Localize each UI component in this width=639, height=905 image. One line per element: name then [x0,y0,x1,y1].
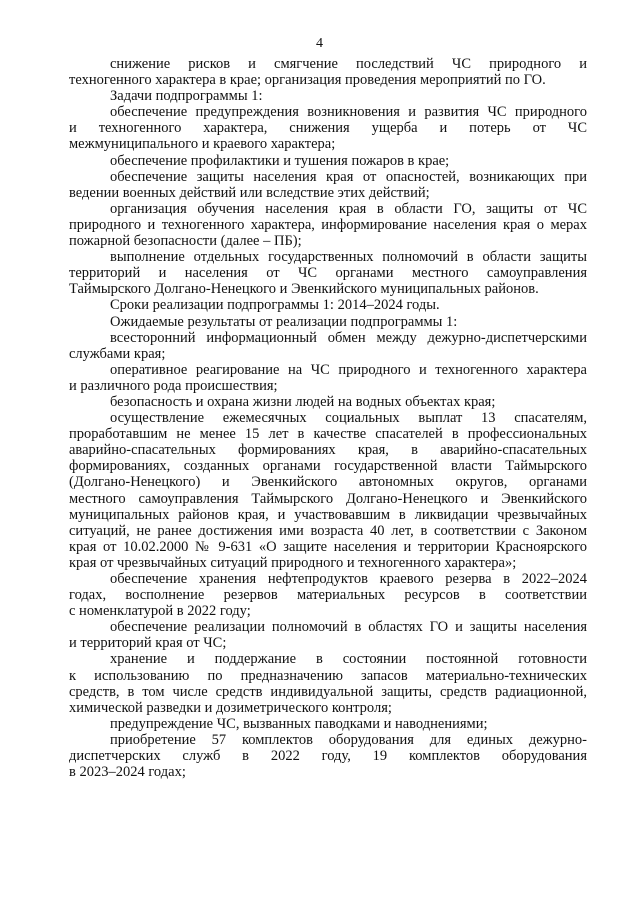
text-line: диспетчерских служб в 2022 году, 19 комплектов оборудования [69,748,587,765]
text-line: хранение и поддержание в состоянии постоянной готовности [110,651,587,668]
text-line: и техногенного характера, снижения ущерба и потерь от ЧС [69,120,587,137]
text-line: Ожидаемые результаты от реализации подпрограммы 1: [110,313,458,330]
paragraph [69,249,587,297]
paragraph [69,314,587,330]
text-line: к использованию по предназначению запасов материально-технических [69,667,587,684]
text-line: техногенного характера в крае; организация проведения мероприятий по ГО. [69,72,546,89]
paragraph [69,571,587,619]
text-line: годах, восполнение резервов материальных ресурсов в соответствии [69,587,587,604]
text-line: пожарной безопасности (далее – ПБ); [69,233,302,250]
text-line: муниципальных районов края, и участвовавшим в ликвидации чрезвычайных [69,506,587,523]
paragraph [69,169,587,201]
text-line: Сроки реализации подпрограммы 1: 2014–2024 годы. [110,297,440,314]
text-line: Таймырского Долгано-Ненецкого и Эвенкийского муниципальных районов. [69,281,539,298]
text-line: средств, в том числе средств индивидуальной защиты, средств радиационной, [69,683,587,700]
text-line: службами края; [69,345,166,362]
text-line: аварийно-спасательных формированиях края, в аварийно-спасательных [69,442,587,459]
text-line: Задачи подпрограммы 1: [110,88,263,105]
text-line: природного и техногенного характера, информирование населения края о мерах [69,216,587,233]
paragraph [69,104,587,152]
paragraph [69,297,587,313]
text-line: выполнение отдельных государственных полномочий в области защиты [110,249,587,266]
text-line: обеспечение хранения нефтепродуктов краевого резерва в 2022–2024 [110,571,587,587]
paragraph [69,716,587,732]
text-line: проработавшим не менее 15 лет в качестве спасателей в профессиональных [69,426,587,443]
paragraph [69,410,587,571]
text-line: и различного рода происшествия; [69,377,278,394]
paragraph [69,201,587,249]
text-line: снижение рисков и смягчение последствий ЧС природного и [110,56,587,72]
text-line: территорий и населения от ЧС органами местного самоуправления [69,265,587,282]
paragraph [69,362,587,394]
page-number: 4 [316,36,323,51]
paragraph [69,153,587,169]
text-line: ведении военных действий или вследствие этих действий; [69,184,430,201]
text-line: края от чрезвычайных ситуаций природного и техногенного характера»; [69,554,517,571]
paragraph [69,56,587,88]
text-line: оперативное реагирование на ЧС природного и техногенного характера [110,361,587,378]
text-line: приобретение 57 комплектов оборудования для единых дежурно- [110,731,587,748]
text-line: и территорий края от ЧС; [69,635,227,652]
text-line: обеспечение реализации полномочий в областях ГО и защиты населения [110,619,587,636]
text-line: безопасность и охрана жизни людей на водных объектах края; [110,393,496,410]
paragraph [69,732,587,780]
paragraph [69,330,587,362]
text-line: предупреждение ЧС, вызванных паводками и наводнениями; [110,715,488,732]
text-line: с номенклатурой в 2022 году; [69,603,251,620]
text-line: организация обучения населения края в области ГО, защиты от ЧС [110,200,587,217]
text-line: осуществление ежемесячных социальных выплат 13 спасателям, [110,410,587,427]
document-body [69,56,587,780]
text-line: края от 10.02.2000 № 9-631 «О защите населения и территории Красноярского [69,538,587,555]
text-line: всесторонний информационный обмен между дежурно-диспетчерскими [110,329,587,346]
text-line: местного самоуправления Таймырского Долгано-Ненецкого и Эвенкийского [69,490,587,507]
paragraph [69,619,587,651]
text-line: обеспечение предупреждения возникновения и развития ЧС природного [110,104,587,121]
paragraph [69,651,587,715]
paragraph [69,394,587,410]
paragraph [69,88,587,104]
text-line: (Долгано-Ненецкого) и Эвенкийского автономных округов, органами [69,474,587,491]
text-line: обеспечение профилактики и тушения пожаров в крае; [110,152,450,169]
text-line: в 2023–2024 годах; [69,764,186,781]
text-line: ситуаций, не ранее достижения ими возраста 40 лет, в соответствии с Законом [69,522,587,539]
text-line: химической разведки и дозиметрического контроля; [69,699,392,716]
text-line: межмуниципального и краевого характера; [69,136,336,153]
text-line: обеспечение защиты населения края от опасностей, возникающих при [110,168,587,185]
text-line: формированиях, созданных органами государственной власти Таймырского [69,458,587,475]
